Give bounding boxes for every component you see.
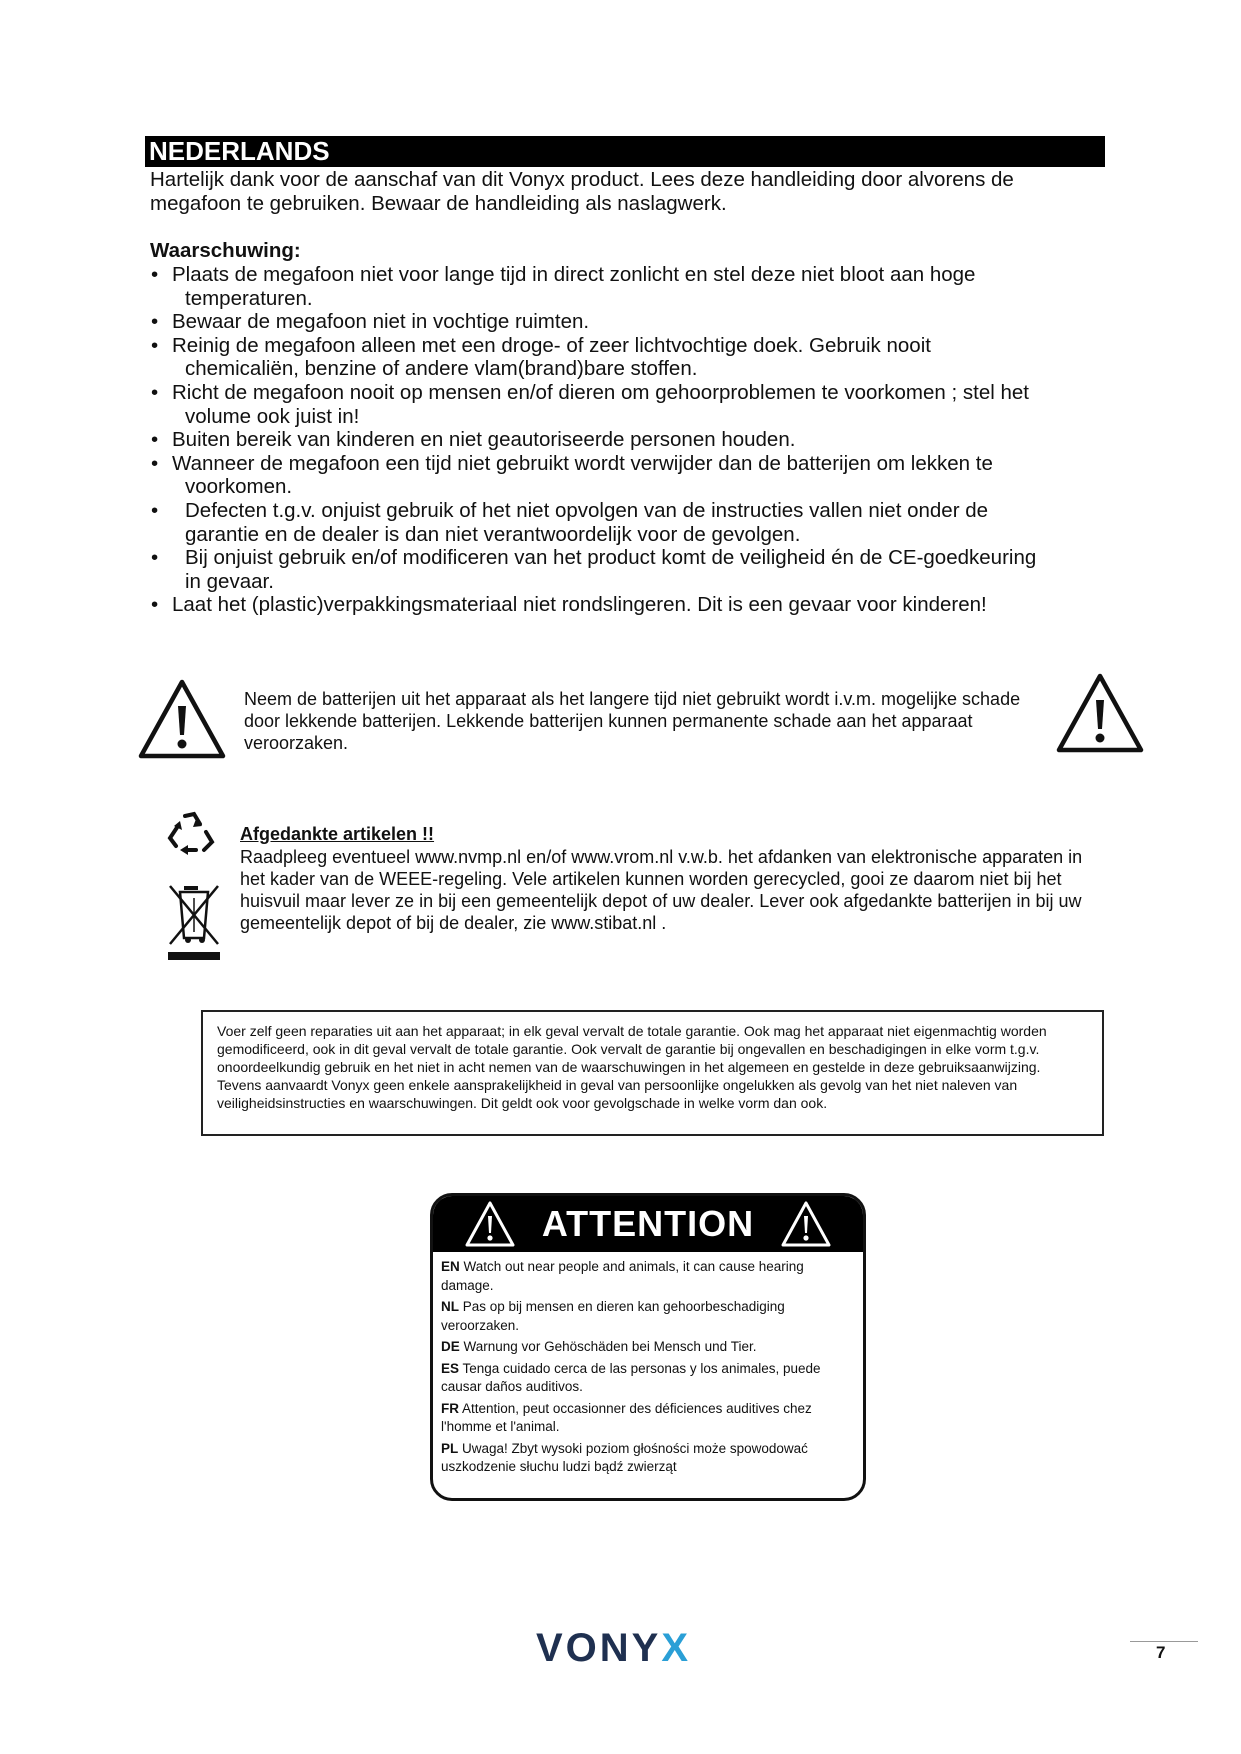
attention-line: ES Tenga cuidado cerca de las personas y los animales, puede causar daños auditivos. bbox=[441, 1360, 821, 1394]
attention-line: FR Attention, peut occasionner des déficiences auditives chez l'homme et l'animal. bbox=[441, 1400, 812, 1434]
attention-line: PL Uwaga! Zbyt wysoki poziom głośności może spowodować uszkodzenie słuchu ludzi bądź zwierząt bbox=[441, 1440, 808, 1474]
warning-item: • Buiten bereik van kinderen en niet geautoriseerde personen houden. bbox=[150, 428, 1110, 452]
warning-item: • Reinig de megafoon alleen met een droge- of zeer lichtvochtige doek. Gebruik nooit chemicaliën, benzine of andere vlam(brand)bare stoffen. bbox=[150, 334, 1110, 381]
warning-item: • Plaats de megafoon niet voor lange tijd in direct zonlicht en stel deze niet bloot aan hoge temperaturen. bbox=[150, 263, 1110, 310]
intro-text: Hartelijk dank voor de aanschaf van dit Vonyx product. Lees deze handleiding door alvorens de megafoon te gebruiken. Bewaar de handleiding als naslagwerk. bbox=[150, 168, 1014, 215]
disclaimer-box: Voer zelf geen reparaties uit aan het apparaat; in elk geval vervalt de totale garantie. Ook mag het apparaat niet eigenmachtig worden gemodificeerd, ook in dit geval vervalt de totale garantie. Ook vervalt de garantie bij ongevallen en beschadigingen in elke vorm t.g.v. onoordeelkundig gebruik en het niet in acht nemen van de waarschuwingen in het algemeen en gestelde in deze gebruiksaanwijzing. Tevens aanvaardt Vonyx geen enkele aansprakelijkheid in geval van persoonlijke ongelukken als gevolg van het niet naleven van veiligheidsinstructies en waarschuwingen. Dit geldt ook voor gevolgschade in welke vorm dan ook. bbox=[201, 1010, 1104, 1136]
section-title: NEDERLANDS bbox=[145, 136, 1105, 167]
disposal-text: Raadpleeg eventueel www.nvmp.nl en/of www.vrom.nl v.w.b. het afdanken van elektronische apparaten in het kader van de WEEE-regeling. Vele artikelen kunnen worden gerecycled, gooi ze daarom niet bij het huisvuil maar lever ze in bij een gemeentelijk depot of uw dealer. Lever ook afgedankte batterijen in bij uw gemeentelijk depot of bij de dealer, zie www.stibat.nl . bbox=[240, 847, 1083, 933]
battery-notice: Neem de batterijen uit het apparaat als het langere tijd niet gebruikt wordt i.v.m. mogelijke schade door lekkende batterijen. Lekkende batterijen kunnen permanente schade aan het apparaat veroorzaken. bbox=[244, 689, 1021, 753]
warning-item: • Defecten t.g.v. onjuist gebruik of het niet opvolgen van de instructies vallen niet onder de garantie en de dealer is dan niet verantwoordelijk voor de gevolgen. bbox=[150, 499, 1110, 546]
warning-item: • Richt de megafoon nooit op mensen en/of dieren om gehoorproblemen te voorkomen ; stel het volume ook juist in! bbox=[150, 381, 1110, 428]
attention-line: EN Watch out near people and animals, it can cause hearing damage. bbox=[441, 1259, 804, 1293]
warning-heading: Waarschuwing: bbox=[150, 239, 301, 262]
attention-body bbox=[433, 1252, 863, 1477]
warning-item: • Bij onjuist gebruik en/of modificeren van het product komt de veiligheid én de CE-goedkeuring in gevaar. bbox=[150, 546, 1110, 593]
page-number-rule bbox=[1130, 1641, 1198, 1642]
disposal-heading: Afgedankte artikelen !! bbox=[240, 824, 435, 844]
warning-item: • Wanneer de megafoon een tijd niet gebruikt wordt verwijder dan de batterijen om lekken te voorkomen. bbox=[150, 452, 1110, 499]
attention-label bbox=[430, 1193, 866, 1501]
attention-header bbox=[433, 1196, 863, 1252]
warning-list bbox=[150, 263, 1110, 617]
warning-item: • Laat het (plastic)verpakkingsmateriaal niet rondslingeren. Dit is een gevaar voor kinderen! bbox=[150, 593, 1110, 617]
warning-triangle-icon bbox=[464, 1200, 516, 1248]
recycle-icon bbox=[166, 810, 216, 856]
warning-triangle-icon bbox=[1055, 672, 1145, 754]
warning-item: • Bewaar de megafoon niet in vochtige ruimten. bbox=[150, 310, 1110, 334]
warning-triangle-icon bbox=[780, 1200, 832, 1248]
attention-line: NL Pas op bij mensen en dieren kan gehoorbeschadiging veroorzaken. bbox=[441, 1299, 785, 1333]
attention-line: DE Warnung vor Gehöschäden bei Mensch und Tier. bbox=[441, 1339, 757, 1354]
vonyx-logo: VONYX bbox=[536, 1626, 692, 1670]
page-number: 7 bbox=[1156, 1643, 1166, 1662]
attention-title: ATTENTION bbox=[541, 1203, 755, 1244]
weee-bin-icon bbox=[166, 880, 222, 962]
warning-triangle-icon bbox=[137, 678, 227, 760]
